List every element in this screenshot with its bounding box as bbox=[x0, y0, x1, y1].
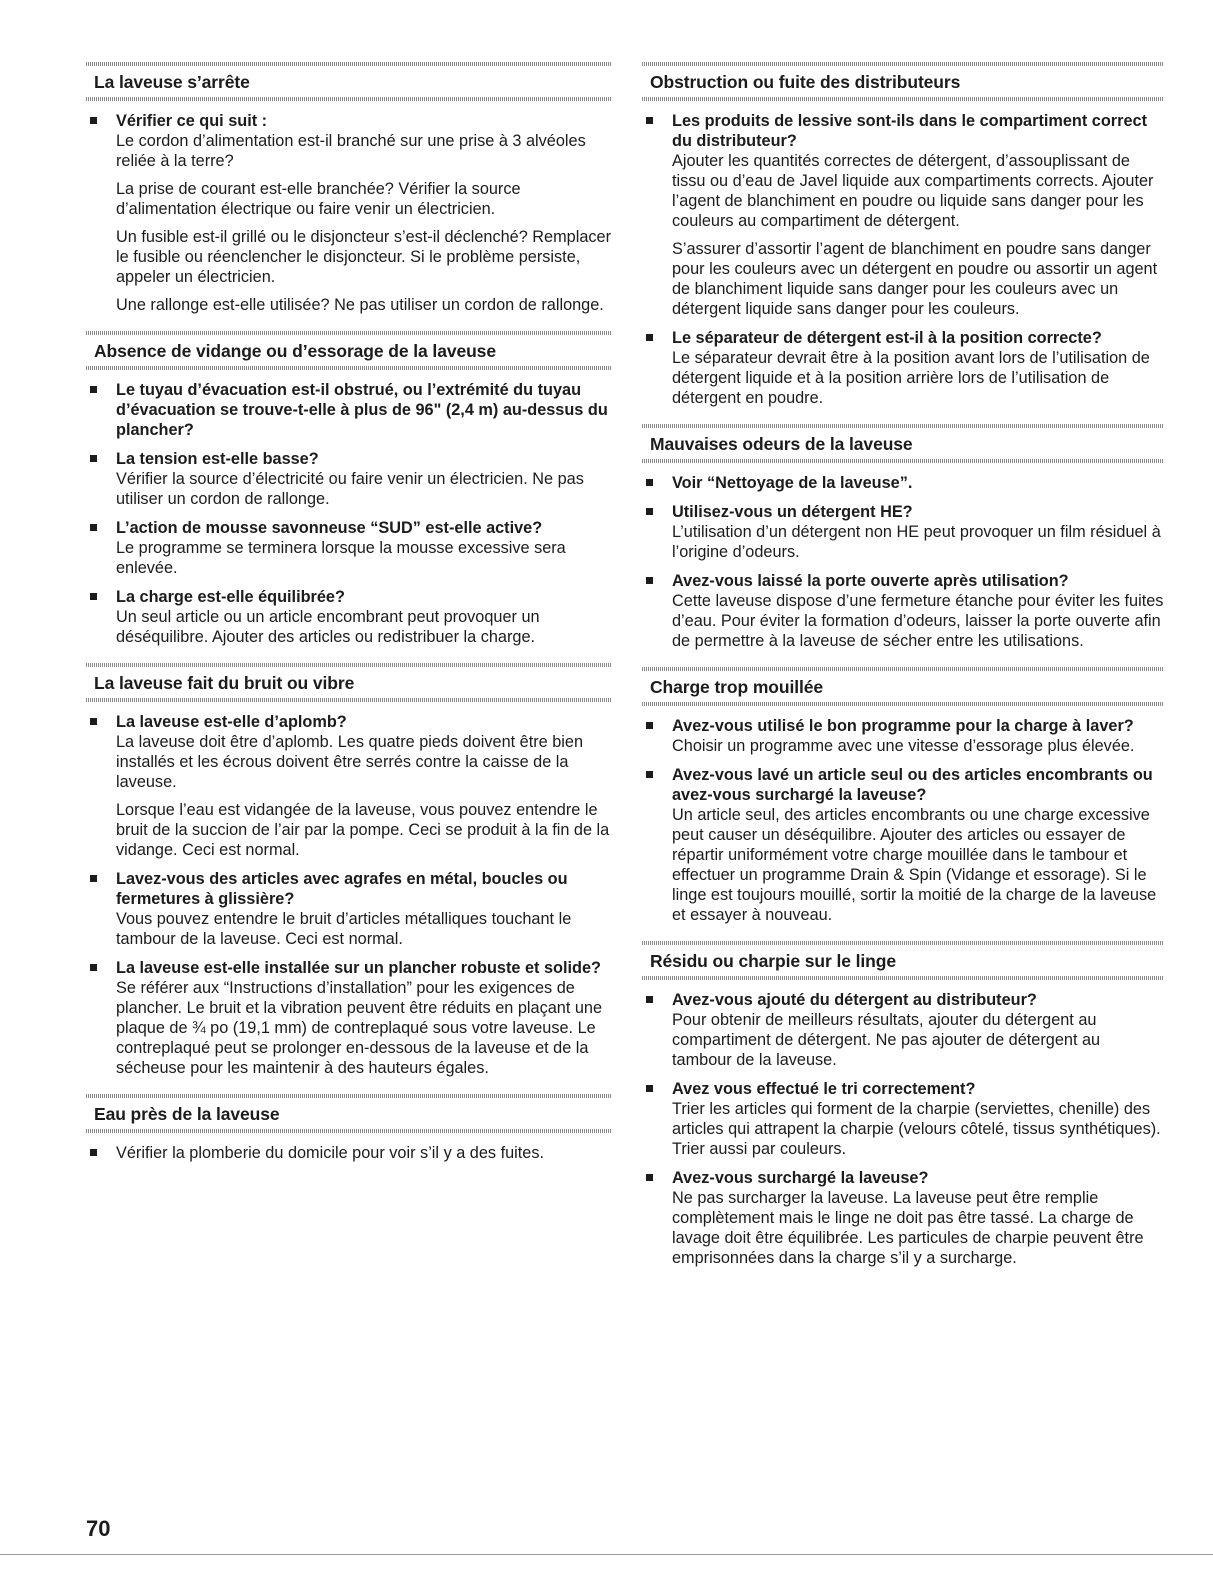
list-item bbox=[86, 449, 612, 509]
item-paragraph: Un fusible est-il grillé ou le disjoncteur s’est-il déclenché? Remplacer le fusible ou réenclencher le disjoncteur. Si le problème persiste, appeler un électricien. bbox=[116, 228, 611, 286]
square-bullet-icon bbox=[90, 524, 97, 531]
section-header bbox=[642, 941, 1164, 980]
list-item bbox=[86, 587, 612, 647]
item-paragraph: Trier les articles qui forment de la charpie (serviettes, chenille) des articles qui attrapent la charpie (velours côtelé, tissus synthétiques). Trier aussi par couleurs. bbox=[672, 1100, 1161, 1158]
item-paragraph: L’utilisation d’un détergent non HE peut provoquer un film résiduel à l’origine d’odeurs. bbox=[672, 523, 1161, 561]
square-bullet-icon bbox=[90, 1149, 97, 1156]
item-paragraph: Vérifier la plomberie du domicile pour voir s’il y a des fuites. bbox=[116, 1144, 545, 1162]
item-question: Avez vous effectué le tri correctement? bbox=[672, 1080, 976, 1098]
list-item bbox=[642, 765, 1164, 925]
list-item bbox=[86, 869, 612, 949]
item-paragraph: Cette laveuse dispose d’une fermeture étanche pour éviter les fuites d’eau. Pour éviter la formation d’odeurs, laisser la porte ouverte afin de permettre à la laveuse de sécher entre les utilisations. bbox=[672, 592, 1164, 650]
square-bullet-icon bbox=[646, 722, 653, 729]
item-paragraph: Se référer aux “Instructions d’installation” pour les exigences de plancher. Le bruit et la vibration peuvent être réduits en plaçant une plaque de ¾ po (19,1 mm) de contreplaqué sous votre laveuse. Le contreplaqué peut se prolonger en-dessous de la laveuse et de la sécheuse pour les maintenir à des hauteurs égales. bbox=[116, 979, 603, 1077]
section-header bbox=[642, 424, 1164, 463]
item-question: Lavez-vous des articles avec agrafes en métal, boucles ou fermetures à glissière? bbox=[116, 870, 568, 908]
troubleshooting-section bbox=[642, 941, 1164, 1268]
troubleshooting-section bbox=[86, 331, 612, 647]
item-question: La tension est-elle basse? bbox=[116, 450, 319, 468]
item-paragraph: Le séparateur devrait être à la position avant lors de l’utilisation de détergent liquide et à la position arrière lors de l’utilisation de détergent en poudre. bbox=[672, 349, 1150, 407]
list-item bbox=[642, 111, 1164, 319]
list-item bbox=[642, 1079, 1164, 1159]
item-list bbox=[642, 990, 1164, 1268]
list-item bbox=[642, 716, 1164, 756]
item-question: La charge est-elle équilibrée? bbox=[116, 588, 345, 606]
item-list bbox=[642, 716, 1164, 925]
item-paragraph: Un article seul, des articles encombrants ou une charge excessive peut causer un déséquilibre. Ajouter des articles ou essayer de répartir uniformément votre charge mouillée dans le tambour et effectuer un programme Drain & Spin (Vidange et essorage). Si le linge est toujours mouillé, sortir la moitié de la charge de la laveuse et essayer à nouveau. bbox=[672, 806, 1157, 924]
item-paragraph: Ajouter les quantités correctes de détergent, d’assouplissant de tissu ou d’eau de Javel liquide aux compartiments corrects. Ajouter l’agent de blanchiment en poudre ou liquide sans danger pour les couleurs au compartiment de détergent. bbox=[672, 152, 1154, 230]
item-paragraph: Une rallonge est-elle utilisée? Ne pas utiliser un cordon de rallonge. bbox=[116, 296, 604, 314]
item-question: La laveuse est-elle installée sur un plancher robuste et solide? bbox=[116, 959, 601, 977]
bottom-rule bbox=[0, 1554, 1213, 1555]
item-paragraph: Le programme se terminera lorsque la mousse excessive sera enlevée. bbox=[116, 539, 566, 577]
item-question: Utilisez-vous un détergent HE? bbox=[672, 503, 913, 521]
square-bullet-icon bbox=[646, 577, 653, 584]
section-title: Charge trop mouillée bbox=[650, 677, 824, 697]
item-list bbox=[642, 111, 1164, 408]
list-item bbox=[642, 502, 1164, 562]
square-bullet-icon bbox=[646, 771, 653, 778]
list-item bbox=[86, 380, 612, 440]
section-title: Mauvaises odeurs de la laveuse bbox=[650, 434, 913, 454]
item-list bbox=[86, 111, 612, 315]
section-title: Eau près de la laveuse bbox=[94, 1104, 280, 1124]
list-item bbox=[86, 518, 612, 578]
list-item bbox=[642, 1168, 1164, 1268]
section-header bbox=[642, 667, 1164, 706]
item-question: Voir “Nettoyage de la laveuse”. bbox=[672, 474, 913, 492]
square-bullet-icon bbox=[646, 334, 653, 341]
list-item bbox=[86, 712, 612, 860]
square-bullet-icon bbox=[90, 117, 97, 124]
list-item bbox=[86, 958, 612, 1078]
item-question: Les produits de lessive sont-ils dans le compartiment correct du distributeur? bbox=[672, 112, 1148, 150]
square-bullet-icon bbox=[646, 1174, 653, 1181]
item-question: La laveuse est-elle d’aplomb? bbox=[116, 713, 347, 731]
troubleshooting-section bbox=[86, 62, 612, 315]
item-paragraph: Le cordon d’alimentation est-il branché sur une prise à 3 alvéoles reliée à la terre? bbox=[116, 132, 586, 170]
item-question: Avez-vous lavé un article seul ou des articles encombrants ou avez-vous surchargé la laveuse? bbox=[672, 766, 1153, 804]
list-item bbox=[86, 111, 612, 315]
item-paragraph: Un seul article ou un article encombrant peut provoquer un déséquilibre. Ajouter des articles ou redistribuer la charge. bbox=[116, 608, 540, 646]
item-list bbox=[86, 1143, 612, 1163]
item-question: Le séparateur de détergent est-il à la position correcte? bbox=[672, 329, 1102, 347]
item-question: Avez-vous ajouté du détergent au distributeur? bbox=[672, 991, 1037, 1009]
square-bullet-icon bbox=[90, 718, 97, 725]
square-bullet-icon bbox=[646, 479, 653, 486]
section-header bbox=[642, 62, 1164, 101]
square-bullet-icon bbox=[646, 508, 653, 515]
section-title: Résidu ou charpie sur le linge bbox=[650, 951, 896, 971]
item-paragraph: Ne pas surcharger la laveuse. La laveuse peut être remplie complètement mais le linge ne doit pas être tassé. La charge de lavage doit être équilibrée. Les particules de charpie peuvent être emprisonnées dans la charge s’il y a surcharge. bbox=[672, 1189, 1144, 1267]
item-question: Avez-vous utilisé le bon programme pour la charge à laver? bbox=[672, 717, 1134, 735]
item-paragraph: Vérifier la source d’électricité ou faire venir un électricien. Ne pas utiliser un cordon de rallonge. bbox=[116, 470, 584, 508]
item-question: Avez-vous laissé la porte ouverte après utilisation? bbox=[672, 572, 1069, 590]
item-paragraph: La prise de courant est-elle branchée? Vérifier la source d’alimentation électrique ou faire venir un électricien. bbox=[116, 180, 521, 218]
section-header bbox=[86, 331, 612, 370]
item-question: Le tuyau d’évacuation est-il obstrué, ou l’extrémité du tuyau d’évacuation se trouve-t-elle à plus de 96" (2,4 m) au-dessus du plancher? bbox=[116, 381, 608, 439]
troubleshooting-section bbox=[86, 1094, 612, 1163]
square-bullet-icon bbox=[646, 117, 653, 124]
section-title: Absence de vidange ou d’essorage de la laveuse bbox=[94, 341, 496, 361]
item-list bbox=[86, 712, 612, 1078]
section-header bbox=[86, 1094, 612, 1133]
square-bullet-icon bbox=[90, 875, 97, 882]
section-title: Obstruction ou fuite des distributeurs bbox=[650, 72, 961, 92]
right-column bbox=[642, 62, 1164, 1284]
list-item bbox=[642, 571, 1164, 651]
square-bullet-icon bbox=[90, 593, 97, 600]
section-header bbox=[86, 62, 612, 101]
list-item bbox=[642, 328, 1164, 408]
left-column bbox=[86, 62, 612, 1179]
troubleshooting-section bbox=[86, 663, 612, 1078]
list-item bbox=[642, 990, 1164, 1070]
square-bullet-icon bbox=[90, 964, 97, 971]
item-paragraph: La laveuse doit être d’aplomb. Les quatre pieds doivent être bien installés et les écrous doivent être serrés contre la caisse de la laveuse. bbox=[116, 733, 584, 791]
square-bullet-icon bbox=[90, 386, 97, 393]
item-paragraph: Lorsque l’eau est vidangée de la laveuse, vous pouvez entendre le bruit de la succion de l’air par la pompe. Ceci se produit à la fin de la vidange. Ceci est normal. bbox=[116, 801, 610, 859]
section-title: La laveuse fait du bruit ou vibre bbox=[94, 673, 355, 693]
troubleshooting-section bbox=[642, 62, 1164, 408]
troubleshooting-section bbox=[642, 424, 1164, 651]
item-list bbox=[642, 473, 1164, 651]
item-question: Avez-vous surchargé la laveuse? bbox=[672, 1169, 929, 1187]
item-list bbox=[86, 380, 612, 647]
troubleshooting-section bbox=[642, 667, 1164, 925]
item-question: L’action de mousse savonneuse “SUD” est-elle active? bbox=[116, 519, 543, 537]
section-header bbox=[86, 663, 612, 702]
item-paragraph: Choisir un programme avec une vitesse d’essorage plus élevée. bbox=[672, 737, 1135, 755]
item-paragraph: Pour obtenir de meilleurs résultats, ajouter du détergent au compartiment de détergent. Ne pas ajouter de détergent au tambour de la laveuse. bbox=[672, 1011, 1101, 1069]
square-bullet-icon bbox=[90, 455, 97, 462]
page-number: 70 bbox=[86, 1516, 111, 1541]
list-item bbox=[86, 1143, 612, 1163]
list-item bbox=[642, 473, 1164, 493]
square-bullet-icon bbox=[646, 996, 653, 1003]
section-title: La laveuse s’arrête bbox=[94, 72, 250, 92]
item-question: Vérifier ce qui suit : bbox=[116, 112, 268, 130]
square-bullet-icon bbox=[646, 1085, 653, 1092]
item-paragraph: Vous pouvez entendre le bruit d’articles métalliques touchant le tambour de la laveuse. Ceci est normal. bbox=[116, 910, 572, 948]
item-paragraph: S’assurer d’assortir l’agent de blanchiment en poudre sans danger pour les couleurs avec un détergent en poudre ou assortir un agent de blanchiment liquide sans danger pour les couleurs avec un détergent liquide sans danger pour les couleurs. bbox=[672, 240, 1158, 318]
